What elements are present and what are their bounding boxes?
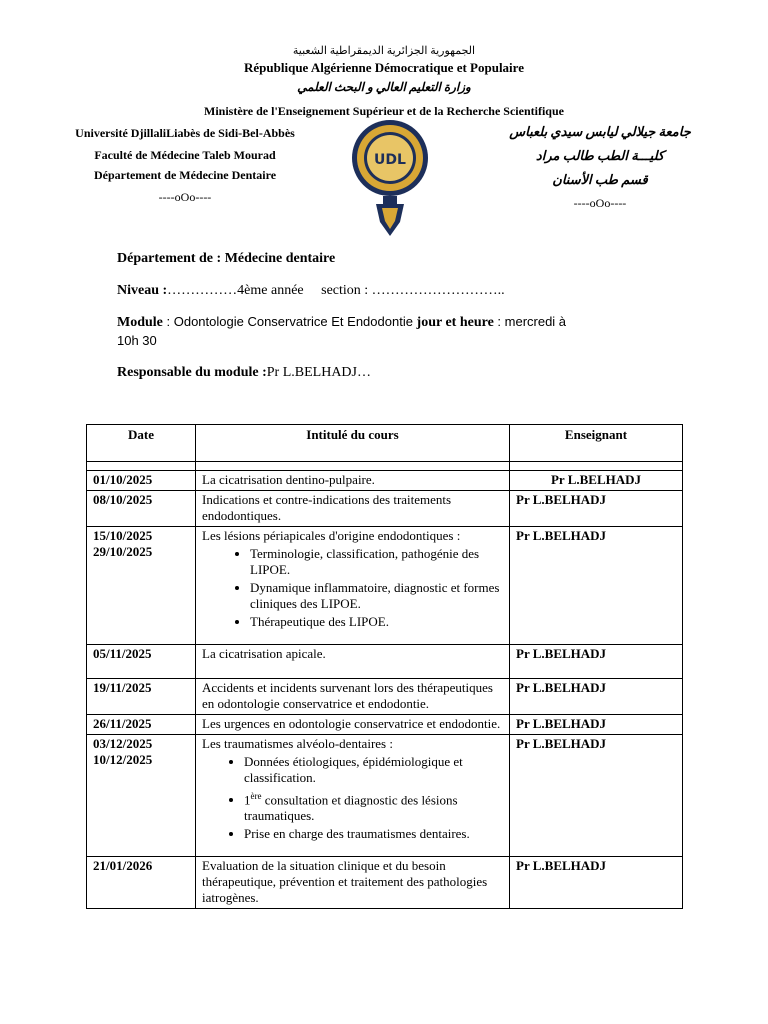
row-teacher: Pr L.BELHADJ: [510, 491, 683, 527]
row-date: 21/01/2026: [87, 857, 196, 909]
table-row: [87, 527, 683, 645]
row-title-text: Les lésions périapicales d'origine endodontiques :: [202, 528, 461, 543]
department-value: Médecine dentaire: [224, 251, 336, 266]
responsible-label: Responsable du module :: [117, 365, 267, 380]
course-schedule-table: [86, 424, 683, 909]
table-row: [87, 645, 683, 679]
row-date: 19/11/2025: [87, 679, 196, 715]
department-label: Département de :: [117, 251, 225, 266]
bullet-list: [202, 546, 503, 630]
table-row: [87, 491, 683, 527]
row-teacher: Pr L.BELHADJ: [510, 471, 683, 491]
row-title: La cicatrisation apicale.: [196, 645, 510, 679]
row-date: [87, 527, 196, 645]
university-logo: [350, 118, 430, 240]
row-teacher: Pr L.BELHADJ: [510, 735, 683, 857]
row-date: 01/10/2025: [87, 471, 196, 491]
table-row: [87, 857, 683, 909]
row-title: Les urgences en odontologie conservatrice et endodontie.: [196, 715, 510, 735]
header-course-title: Intitulé du cours: [196, 425, 510, 462]
row-date-1: 15/10/2025: [93, 528, 153, 543]
row-date-2: 29/10/2025: [93, 544, 153, 559]
row-title: Indications et contre-indications des traitements endodontiques.: [196, 491, 510, 527]
level-label: Niveau :: [117, 283, 168, 298]
row-date: 26/11/2025: [87, 715, 196, 735]
schedule-label: jour et heure: [416, 315, 494, 330]
module-value: : Odontologie Conservatrice Et Endodontie: [162, 314, 417, 329]
row-title: La cicatrisation dentino-pulpaire.: [196, 471, 510, 491]
faculty-name-fr: Faculté de Médecine Taleb Mourad: [94, 148, 276, 162]
row-title: Accidents et incidents survenant lors des thérapeutiques en odontologie conservatrice et endodontie.: [196, 679, 510, 715]
bullet-text: consultation et diagnostic des lésions traumatiques.: [244, 792, 458, 824]
header-date: Date: [87, 425, 196, 462]
module-line: [117, 313, 637, 351]
logo-text: UDL: [374, 152, 406, 168]
list-item: • Thérapeutique des LIPOE.: [250, 614, 503, 630]
ordinal-number: 1: [244, 792, 251, 808]
department-line: [117, 250, 637, 268]
list-item: • Terminologie, classification, pathogénie des LIPOE.: [250, 546, 503, 578]
department-name-ar: قسم طب الأسنان: [552, 172, 648, 187]
university-name-ar: جامعة جيلالي ليابس سيدي بلعباس: [509, 124, 691, 139]
schedule-time: 10h 30: [117, 333, 157, 348]
table-row: [87, 735, 683, 857]
row-title: Evaluation de la situation clinique et du besoin thérapeutique, prévention et traitement des pathologies iatrogènes.: [196, 857, 510, 909]
french-republic-title: République Algérienne Démocratique et Populaire: [244, 60, 524, 75]
header-teacher: Enseignant: [510, 425, 683, 462]
bullet-list: [202, 754, 503, 842]
row-teacher: Pr L.BELHADJ: [510, 857, 683, 909]
table-row: [87, 715, 683, 735]
row-date: 05/11/2025: [87, 645, 196, 679]
row-date-1: 03/12/2025: [93, 736, 153, 751]
faculty-name-ar: كليـــة الطب طالب مراد: [535, 148, 665, 163]
responsible-value: Pr L.BELHADJ…: [266, 365, 371, 380]
arabic-republic-title: الجمهورية الجزائرية الديمقراطية الشعبية: [292, 45, 476, 57]
row-teacher: Pr L.BELHADJ: [510, 645, 683, 679]
list-item: • Dynamique inflammatoire, diagnostic et formes cliniques des LIPOE.: [250, 580, 503, 612]
row-teacher: Pr L.BELHADJ: [510, 715, 683, 735]
table-header-row: [87, 425, 683, 462]
level-line: [117, 282, 637, 300]
arabic-ministry-title: وزارة التعليم العالي و البحث العلمي: [297, 80, 471, 94]
list-item: [244, 788, 503, 824]
row-title-text: Les traumatismes alvéolo-dentaires :: [202, 736, 393, 751]
row-date: 08/10/2025: [87, 491, 196, 527]
university-name-fr: Université DjillaliLiabès de Sidi-Bel-Abbès: [75, 126, 295, 140]
row-title: [196, 527, 510, 645]
list-item: • Données étiologiques, épidémiologique et classification.: [244, 754, 503, 786]
ordinal-suffix: ère: [250, 791, 262, 801]
separator-left: ----oOo----: [158, 190, 212, 204]
department-name-fr: Département de Médecine Dentaire: [93, 168, 277, 182]
row-title: [196, 735, 510, 857]
french-ministry-title: Ministère de l'Enseignement Supérieur et de la Recherche Scientifique: [204, 104, 564, 118]
schedule-value: : mercredi à: [493, 314, 567, 329]
row-date: [87, 735, 196, 857]
table-spacer-row: [87, 462, 683, 471]
level-value: ……………4ème année section : ………………………..: [167, 283, 505, 298]
responsible-line: [117, 364, 637, 382]
table-row: [87, 471, 683, 491]
list-item: • Prise en charge des traumatismes dentaires.: [244, 826, 503, 842]
row-teacher: Pr L.BELHADJ: [510, 527, 683, 645]
row-teacher: Pr L.BELHADJ: [510, 679, 683, 715]
separator-right: ----oOo----: [573, 196, 627, 210]
module-label: Module: [117, 315, 163, 330]
row-date-2: 10/12/2025: [93, 752, 153, 767]
table-row: [87, 679, 683, 715]
